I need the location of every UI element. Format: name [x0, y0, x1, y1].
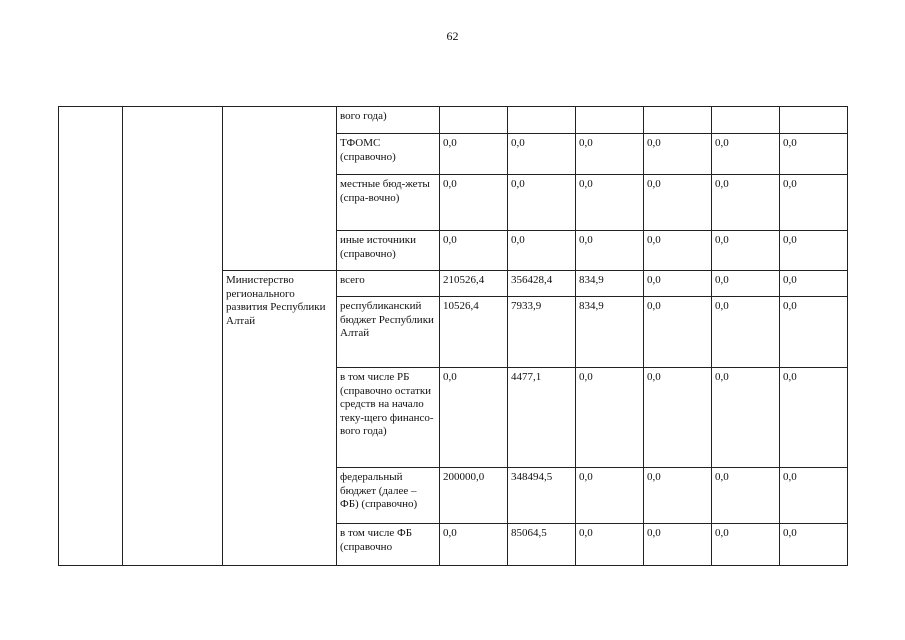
value-cell: 85064,5	[508, 524, 576, 566]
organization-cell: Министерство регионального развития Республики Алтай	[223, 271, 337, 566]
value-cell: 0,0	[712, 524, 780, 566]
funding-source-cell: вого года)	[337, 107, 440, 134]
value-cell: 0,0	[712, 271, 780, 297]
value-cell: 0,0	[440, 175, 508, 231]
value-cell: 0,0	[712, 468, 780, 524]
value-cell: 0,0	[576, 231, 644, 271]
funding-source-cell: иные источники (справочно)	[337, 231, 440, 271]
blank-cell	[123, 107, 223, 566]
value-cell	[644, 107, 712, 134]
value-cell: 834,9	[576, 297, 644, 368]
value-cell: 0,0	[780, 368, 848, 468]
funding-source-cell: ТФОМС (справочно)	[337, 134, 440, 175]
value-cell: 0,0	[644, 297, 712, 368]
value-cell	[508, 107, 576, 134]
value-cell	[780, 107, 848, 134]
value-cell: 0,0	[576, 468, 644, 524]
value-cell: 10526,4	[440, 297, 508, 368]
value-cell: 0,0	[780, 134, 848, 175]
funding-source-cell: республиканский бюджет Республики Алтай	[337, 297, 440, 368]
value-cell: 0,0	[780, 175, 848, 231]
funding-source-cell: всего	[337, 271, 440, 297]
value-cell: 0,0	[440, 524, 508, 566]
value-cell: 0,0	[780, 524, 848, 566]
value-cell: 0,0	[780, 271, 848, 297]
value-cell: 0,0	[576, 368, 644, 468]
value-cell: 0,0	[576, 175, 644, 231]
value-cell: 200000,0	[440, 468, 508, 524]
value-cell: 834,9	[576, 271, 644, 297]
value-cell: 0,0	[440, 231, 508, 271]
value-cell: 7933,9	[508, 297, 576, 368]
value-cell: 0,0	[508, 231, 576, 271]
value-cell: 348494,5	[508, 468, 576, 524]
value-cell: 0,0	[780, 468, 848, 524]
value-cell: 0,0	[712, 297, 780, 368]
value-cell	[576, 107, 644, 134]
funding-source-cell: федеральный бюджет (далее – ФБ) (справочно)	[337, 468, 440, 524]
value-cell: 0,0	[712, 231, 780, 271]
value-cell: 210526,4	[440, 271, 508, 297]
value-cell: 0,0	[712, 368, 780, 468]
value-cell	[440, 107, 508, 134]
blank-cell	[59, 107, 123, 566]
value-cell: 0,0	[576, 524, 644, 566]
value-cell: 0,0	[644, 271, 712, 297]
value-cell: 0,0	[440, 368, 508, 468]
value-cell: 0,0	[780, 297, 848, 368]
value-cell: 0,0	[576, 134, 644, 175]
blank-cell	[223, 107, 337, 271]
value-cell: 0,0	[644, 468, 712, 524]
value-cell: 0,0	[644, 524, 712, 566]
funding-source-cell: в том числе ФБ (справочно	[337, 524, 440, 566]
value-cell: 0,0	[712, 175, 780, 231]
table-row	[59, 107, 848, 134]
page-number: 62	[446, 29, 459, 43]
value-cell: 0,0	[644, 368, 712, 468]
value-cell: 0,0	[644, 134, 712, 175]
budget-table	[58, 106, 848, 566]
funding-source-cell: местные бюд-жеты (спра-вочно)	[337, 175, 440, 231]
value-cell: 0,0	[508, 175, 576, 231]
value-cell: 4477,1	[508, 368, 576, 468]
value-cell: 0,0	[644, 231, 712, 271]
value-cell: 0,0	[508, 134, 576, 175]
value-cell: 0,0	[712, 134, 780, 175]
value-cell: 0,0	[644, 175, 712, 231]
funding-source-cell: в том числе РБ (справочно остатки средств на начало теку-щего финансо-вого года)	[337, 368, 440, 468]
value-cell: 0,0	[440, 134, 508, 175]
value-cell: 0,0	[780, 231, 848, 271]
value-cell	[712, 107, 780, 134]
value-cell: 356428,4	[508, 271, 576, 297]
